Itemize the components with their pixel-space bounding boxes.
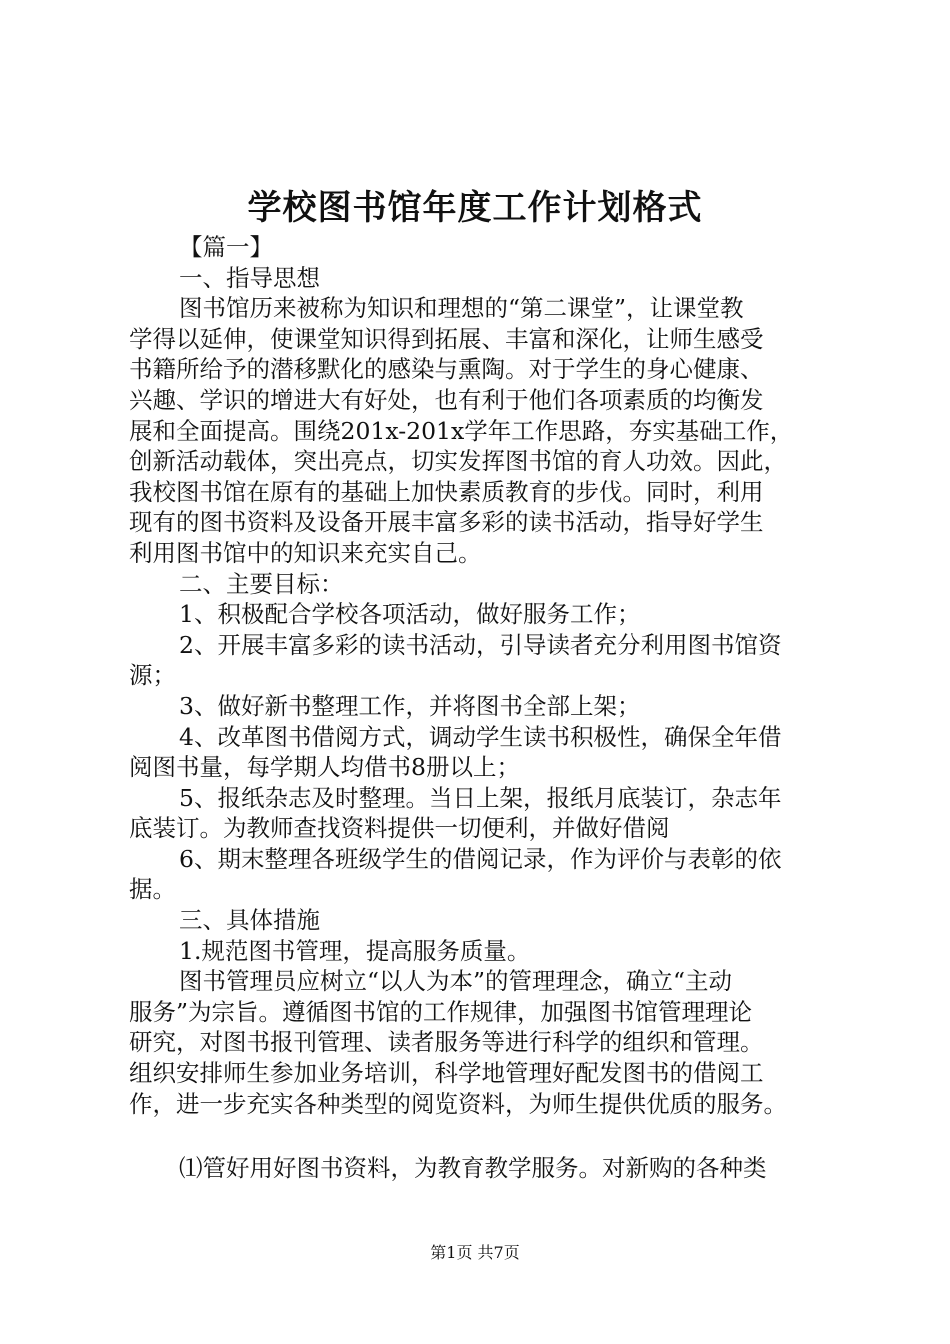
text-line: 3、做好新书整理工作，并将图书全部上架； <box>179 691 641 720</box>
text-line: 据。 <box>129 875 176 904</box>
text-line: 展和全面提高。围绕201x-201x学年工作思路，夯实基础工作， <box>129 416 794 445</box>
text-line: 5、报纸杂志及时整理。当日上架，报纸月底装订，杂志年 <box>179 783 782 812</box>
text-line: 【篇一】 <box>179 233 273 261</box>
text-line: 源； <box>129 661 176 690</box>
text-line: 1、积极配合学校各项活动，做好服务工作； <box>179 600 641 629</box>
text-line: 图书管理员应树立“以人为本”的管理理念，确立“主动 <box>179 967 733 996</box>
text-line: 图书馆历来被称为知识和理想的“第二课堂”，让课堂教 <box>179 294 744 323</box>
text-line: 2、开展丰富多彩的读书活动，引导读者充分利用图书馆资 <box>179 630 782 659</box>
text-line: ⑴管好用好图书资料，为教育教学服务。对新购的各种类 <box>179 1154 767 1183</box>
text-line: 一、指导思想 <box>179 263 320 292</box>
text-line: 6、期末整理各班级学生的借阅记录，作为评价与表彰的依 <box>179 844 782 873</box>
text-line: 阅图书量，每学期人均借书8册以上； <box>129 753 520 782</box>
text-line: 作，进一步充实各种类型的阅览资料，为师生提供优质的服务。 <box>129 1089 787 1118</box>
text-line: 1.规范图书管理，提高服务质量。 <box>179 936 531 965</box>
text-line: 服务”为宗旨。遵循图书馆的工作规律，加强图书馆管理理论 <box>129 997 753 1026</box>
text-line: 利用图书馆中的知识来充实自己。 <box>129 538 482 567</box>
text-line: 三、具体措施 <box>179 906 320 935</box>
text-line: 现有的图书资料及设备开展丰富多彩的读书活动，指导好学生 <box>129 508 764 537</box>
text-line: 4、改革图书借阅方式，调动学生读书积极性，确保全年借 <box>179 722 782 751</box>
text-line: 创新活动载体，突出亮点，切实发挥图书馆的育人功效。因此， <box>129 447 787 476</box>
text-line: 我校图书馆在原有的基础上加快素质教育的步伐。同时，利用 <box>129 477 764 506</box>
text-line: 研究，对图书报刊管理、读者服务等进行科学的组织和管理。 <box>129 1028 764 1057</box>
text-line: 兴趣、学识的增进大有好处，也有利于他们各项素质的均衡发 <box>129 385 764 414</box>
text-line <box>129 1119 837 1153</box>
page-footer: 第1页 共7页 <box>430 1243 520 1262</box>
text-line: 学得以延伸，使课堂知识得到拓展、丰富和深化，让师生感受 <box>129 324 764 353</box>
text-line: 二、主要目标： <box>179 569 344 598</box>
document-title: 学校图书馆年度工作计划格式 <box>247 188 703 228</box>
text-line: 书籍所给予的潜移默化的感染与熏陶。对于学生的身心健康、 <box>129 355 764 384</box>
document-body <box>129 232 837 1184</box>
text-line: 底装订。为教师查找资料提供一切便利，并做好借阅 <box>129 814 670 843</box>
text-line: 组织安排师生参加业务培训，科学地管理好配发图书的借阅工 <box>129 1059 764 1088</box>
